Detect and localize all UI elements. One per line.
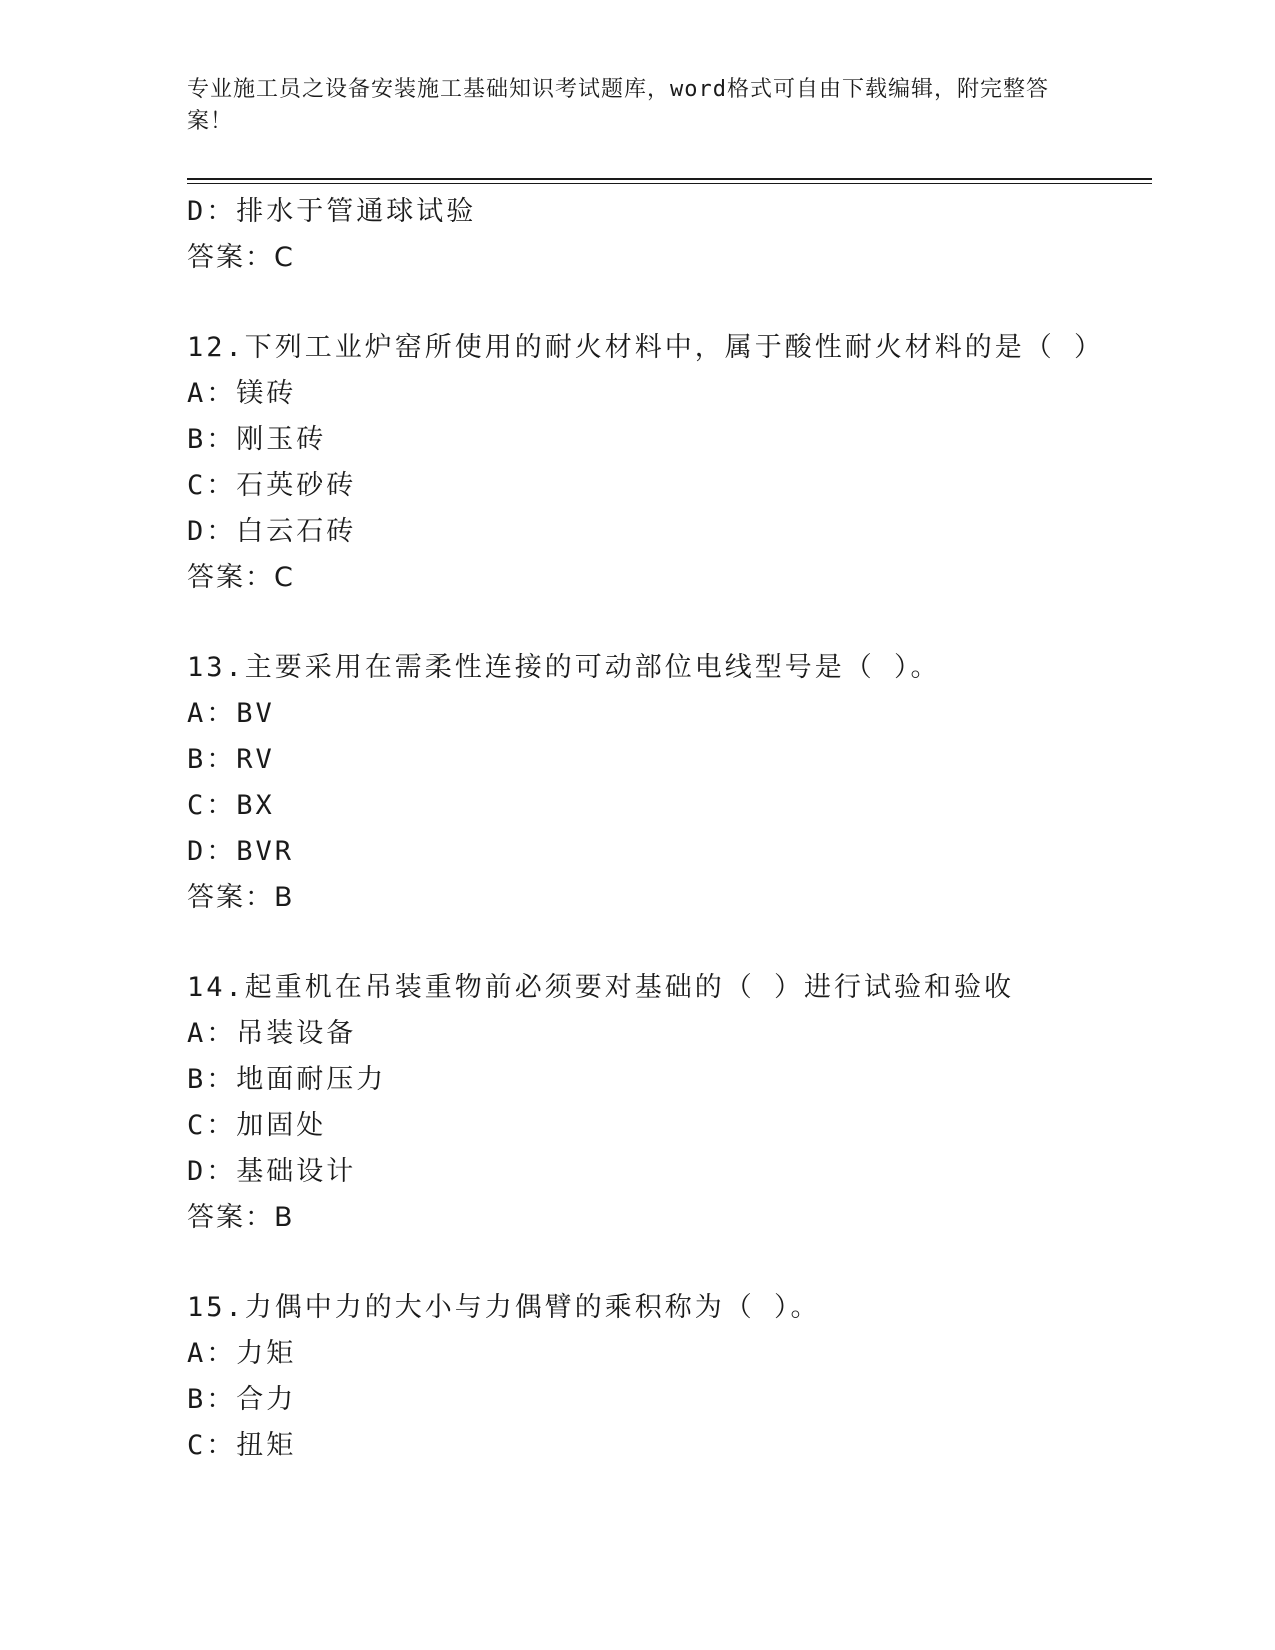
question-13 [187, 645, 1152, 921]
option-b: B：刚玉砖 [187, 424, 327, 455]
question-stem: 15.力偶中力的大小与力偶臂的乘积称为（ ）。 [187, 1292, 821, 1323]
header-divider-thick [187, 178, 1152, 180]
option-d: D：白云石砖 [187, 516, 357, 547]
answer-line: 答案：C [187, 242, 295, 273]
option-a: A：镁砖 [187, 378, 297, 409]
option-c: C：扭矩 [187, 1430, 297, 1461]
document-header: 专业施工员之设备安装施工基础知识考试题库，word格式可自由下载编辑，附完整答案！ [187, 77, 1049, 134]
option-d: D：BVR [187, 836, 295, 867]
option-b: B：合力 [187, 1384, 297, 1415]
question-14 [187, 965, 1152, 1241]
question-12 [187, 325, 1152, 601]
option-c: C：加固处 [187, 1110, 327, 1141]
option-a: A：BV [187, 698, 275, 729]
option-c: C：石英砂砖 [187, 470, 357, 501]
header-divider-thin [187, 183, 1152, 184]
question-stem: 12.下列工业炉窑所使用的耐火材料中，属于酸性耐火材料的是（ ） [187, 332, 1105, 363]
question-15 [187, 1285, 1152, 1469]
option-d: D：基础设计 [187, 1156, 357, 1187]
answer-line: 答案：C [187, 562, 295, 593]
option-b: B：地面耐压力 [187, 1064, 387, 1095]
question-stem: 13.主要采用在需柔性连接的可动部位电线型号是（ ）。 [187, 652, 941, 683]
question-stem: 14.起重机在吊装重物前必须要对基础的（ ）进行试验和验收 [187, 972, 1015, 1003]
answer-line: 答案：B [187, 882, 295, 913]
answer-line: 答案：B [187, 1202, 295, 1233]
option-a: A：力矩 [187, 1338, 297, 1369]
option-c: C：BX [187, 790, 275, 821]
question-list [187, 189, 1152, 1469]
option-a: A：吊装设备 [187, 1018, 357, 1049]
option-d: D：排水于管通球试验 [187, 196, 477, 227]
option-b: B：RV [187, 744, 275, 775]
